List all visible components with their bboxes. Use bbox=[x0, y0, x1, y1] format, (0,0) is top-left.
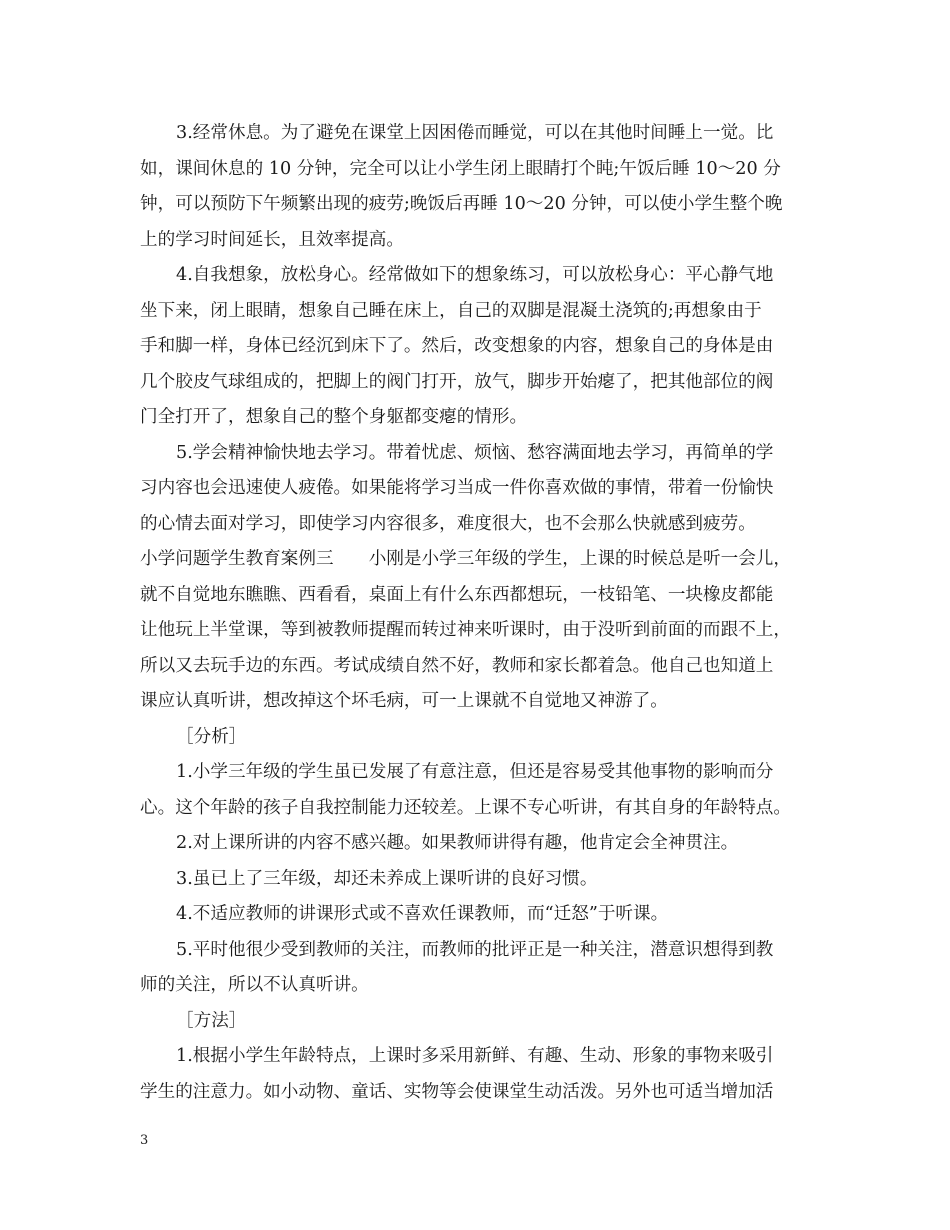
text-line: 师的关注，所以不认真听讲。 bbox=[140, 975, 369, 995]
text-line: 2.对上课所讲的内容不感兴趣。如果教师讲得有趣，他肯定会全神贯注。 bbox=[176, 833, 739, 853]
document-body bbox=[140, 116, 820, 1110]
text-line: 就不自觉地东瞧瞧、西看看，桌面上有什么东西都想玩，一枝铅笔、一块橡皮都能 bbox=[140, 584, 774, 605]
text-line: 1.根据小学生年龄特点，上课时多采用新鲜、有趣、生动、形象的事物来吸引 bbox=[176, 1046, 774, 1066]
text-line: 手和脚一样，身体已经沉到床下了。然后，改变想象的内容，想象自己的身体是由 bbox=[140, 336, 774, 356]
text-line: 钟，可以预防下午频繁出现的疲劳;晚饭后再睡 10～20 分钟，可以使小学生整个晚 bbox=[140, 194, 783, 214]
text-line: 如，课间休息的 10 分钟，完全可以让小学生闭上眼睛打个盹;午饭后睡 10～20 分 bbox=[140, 158, 781, 179]
text-line: 学生的注意力。如小动物、童话、实物等会使课堂生动活泼。另外也可适当增加活 bbox=[140, 1081, 774, 1102]
text-line: 门全打开了，想象自己的整个身躯都变瘪的情形。 bbox=[140, 407, 528, 427]
text-line: 3.虽已上了三年级，却还未养成上课听讲的良好习惯。 bbox=[176, 868, 598, 889]
text-line: 5.平时他很少受到教师的关注，而教师的批评正是一种关注，潜意识想得到教 bbox=[176, 939, 774, 960]
page-number: 3 bbox=[140, 1133, 149, 1148]
text-line: 心。这个年龄的孩子自我控制能力还较差。上课不专心听讲，有其自身的年龄特点。 bbox=[140, 797, 791, 818]
text-line: 1.小学三年级的学生虽已发展了有意注意，但还是容易受其他事物的影响而分 bbox=[176, 762, 774, 782]
text-line: 课应认真听讲，想改掉这个坏毛病，可一上课就不自觉地又神游了。 bbox=[140, 691, 668, 711]
text-line: 3.经常休息。为了避免在课堂上因困倦而睡觉，可以在其他时间睡上一觉。比 bbox=[176, 123, 774, 143]
text-line: 5.学会精神愉快地去学习。带着忧虑、烦恼、愁容满面地去学习，再简单的学 bbox=[176, 442, 774, 463]
text-line: 坐下来，闭上眼睛，想象自己睡在床上，自己的双脚是混凝土浇筑的;再想象由于 bbox=[140, 300, 762, 321]
text-line: 所以又去玩手边的东西。考试成绩自然不好，教师和家长都着急。他自己也知道上 bbox=[140, 655, 774, 676]
text-line: 几个胶皮气球组成的，把脚上的阀门打开，放气，脚步开始瘪了，把其他部位的阀 bbox=[140, 371, 774, 392]
text-line: 的心情去面对学习，即使学习内容很多，难度很大，也不会那么快就感到疲劳。 bbox=[140, 513, 756, 534]
text-line: ［方法］ bbox=[176, 1010, 247, 1031]
text-line: 小学问题学生教育案例三 小刚是小学三年级的学生，上课的时候总是听一会儿， bbox=[140, 549, 791, 569]
text-line: 上的学习时间延长，且效率提高。 bbox=[140, 229, 404, 250]
text-line: ［分析］ bbox=[176, 726, 247, 747]
text-line: 习内容也会迅速使人疲倦。如果能将学习当成一件你喜欢做的事情，带着一份愉快 bbox=[140, 478, 774, 498]
text-line: 4.自我想象，放松身心。经常做如下的想象练习，可以放松身心：平心静气地 bbox=[176, 265, 774, 285]
text-line: 4.不适应教师的讲课形式或不喜欢任课教师，而“迁怒”于听课。 bbox=[176, 904, 669, 924]
text-line: 让他玩上半堂课，等到被教师提醒而转过神来听课时，由于没听到前面的而跟不上， bbox=[140, 620, 791, 640]
